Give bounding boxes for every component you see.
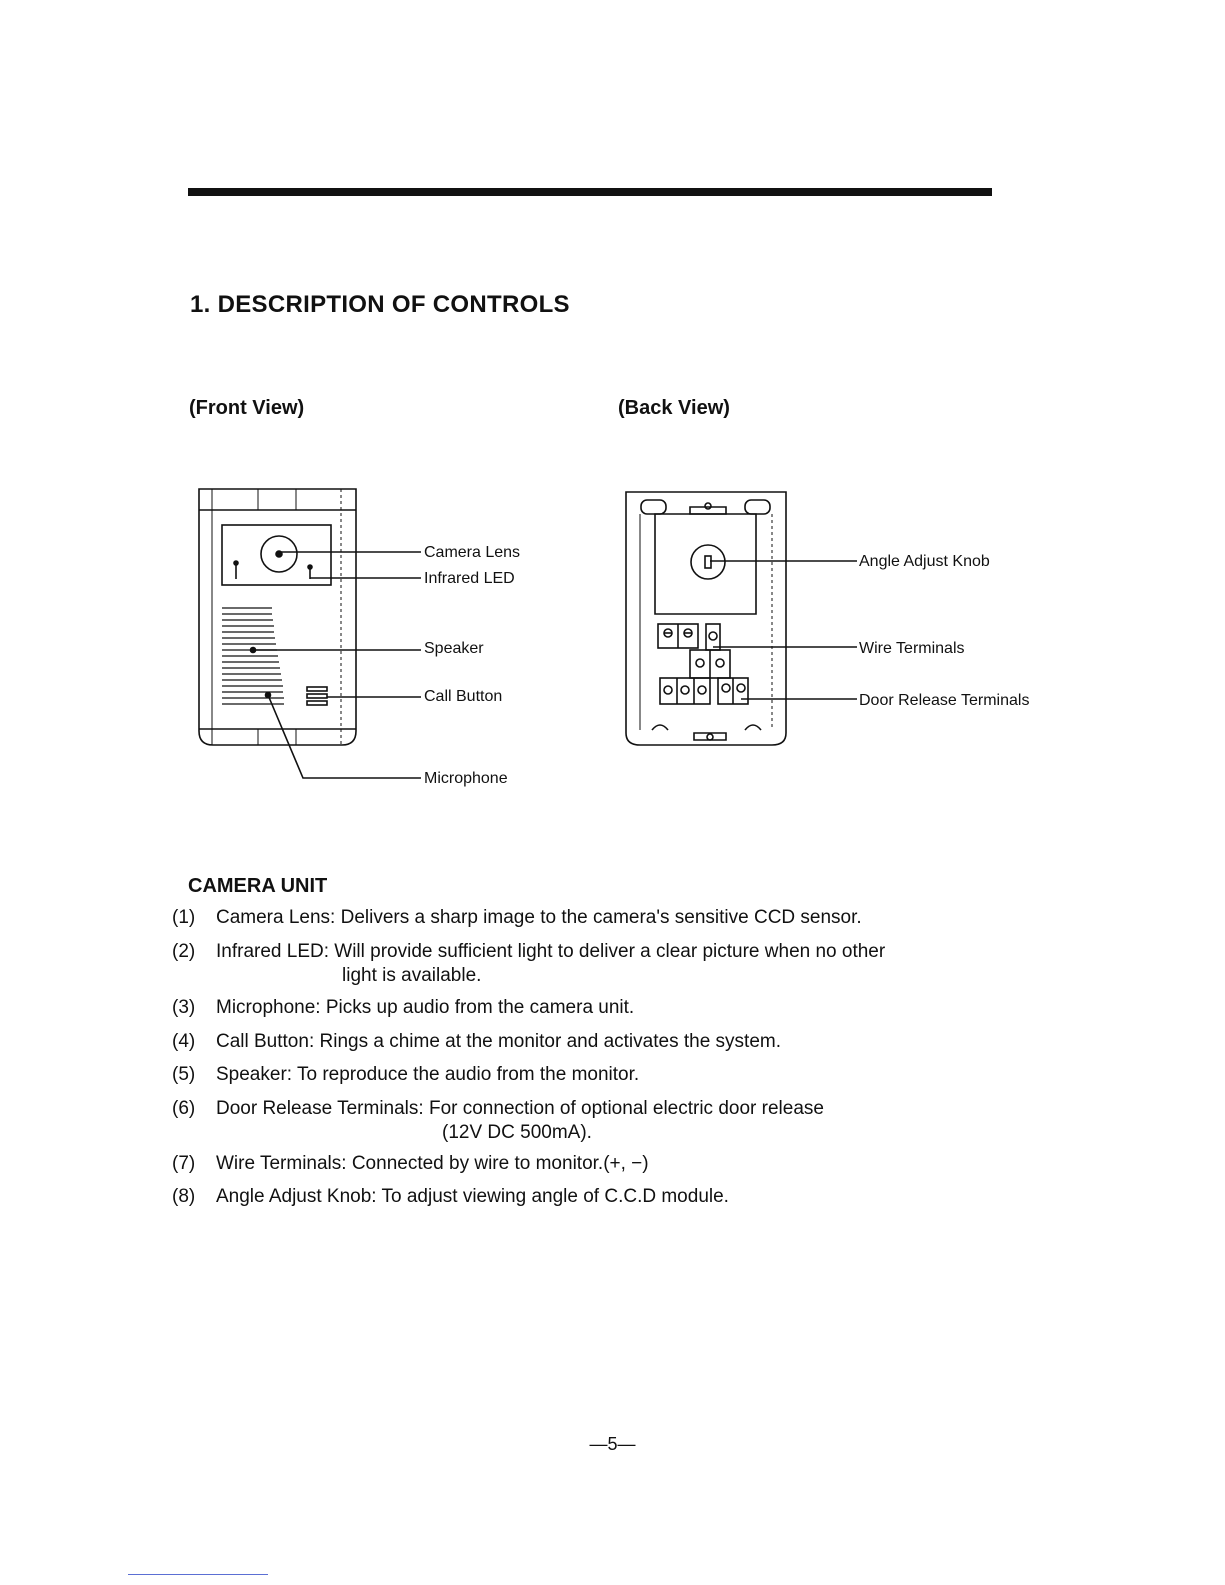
- callout-angle-adjust-knob: Angle Adjust Knob: [859, 553, 990, 570]
- angle-adjust-knob-icon: [691, 545, 725, 579]
- page-number: —5—: [589, 1434, 636, 1454]
- section-title: CAMERA UNIT: [188, 875, 328, 897]
- call-button-icon: [307, 687, 327, 705]
- front-view-label: (Front View): [189, 397, 305, 419]
- back-view-unit: [626, 492, 857, 745]
- bottom-edge-line: [128, 1574, 268, 1575]
- back-view-label: (Back View): [618, 397, 730, 419]
- callout-call-button: Call Button: [424, 688, 503, 705]
- list-item: (1) Camera Lens: Delivers a sharp image to the camera's sensitive CCD sensor.: [172, 907, 862, 928]
- list-item: (3) Microphone: Picks up audio from the camera unit.: [172, 997, 635, 1018]
- list-item: (2) Infrared LED: Will provide sufficient light to deliver a clear picture when no other light is available.: [172, 941, 886, 986]
- callout-infrared-led: Infrared LED: [424, 570, 515, 587]
- callout-door-release-terminals: Door Release Terminals: [859, 692, 1030, 709]
- list-item: (8) Angle Adjust Knob: To adjust viewing angle of C.C.D module.: [172, 1186, 729, 1207]
- callout-camera-lens: Camera Lens: [424, 544, 521, 561]
- door-release-terminals-icon: [660, 678, 748, 704]
- front-view-unit: [199, 489, 421, 778]
- wire-terminals-icon: [658, 624, 730, 678]
- list-item: (5) Speaker: To reproduce the audio from the monitor.: [172, 1064, 640, 1085]
- callout-microphone: Microphone: [424, 770, 508, 787]
- page-title: 1. DESCRIPTION OF CONTROLS: [190, 291, 570, 318]
- callout-speaker: Speaker: [424, 640, 484, 657]
- list-item: (4) Call Button: Rings a chime at the monitor and activates the system.: [172, 1031, 781, 1052]
- list-item: (7) Wire Terminals: Connected by wire to monitor.(+, −): [172, 1153, 649, 1174]
- speaker-grille: [222, 608, 284, 704]
- list-item: (6) Door Release Terminals: For connection of optional electric door release (12V DC 500mA).: [172, 1098, 824, 1143]
- infrared-led-icon: [234, 561, 238, 565]
- callout-wire-terminals: Wire Terminals: [859, 640, 965, 657]
